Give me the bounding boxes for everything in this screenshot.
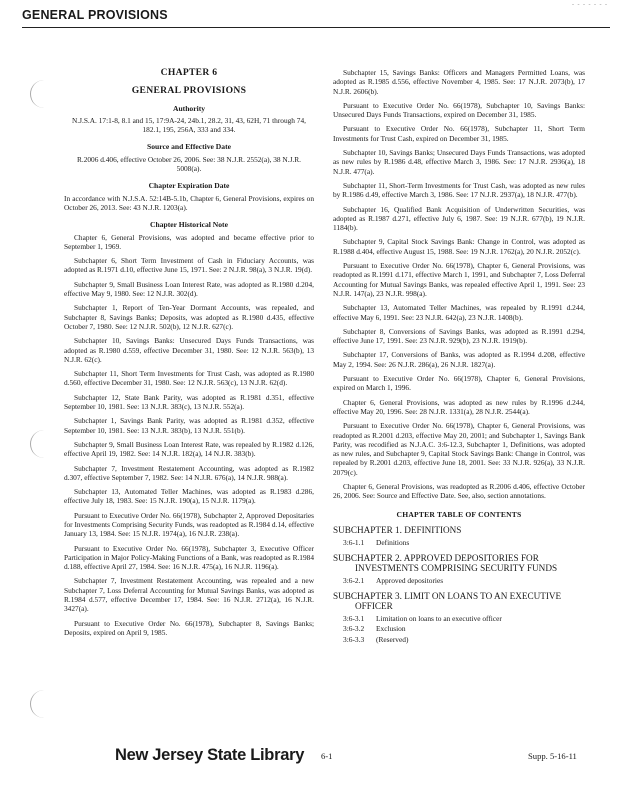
source-heading: Source and Effective Date	[146, 142, 231, 152]
history-note-paragraph: Subchapter 8, Conversions of Savings Banks, was adopted as R.1991 d.294, effective June 17, 1991. See: 23 N.J.R. 929(b), 23 N.J.R. 1919(b).	[333, 326, 585, 346]
toc-subchapter-title: SUBCHAPTER 2. APPROVED DEPOSITORIES FOR	[333, 553, 539, 564]
history-note-paragraph: Chapter 6, General Provisions, was adopted and became effective prior to September 1, 1969.	[64, 232, 314, 251]
history-note-paragraph: Pursuant to Executive Order No. 66(1978), Subchapter 11, Short Term Investments for Trust Cash, expired on December 31, 1985.	[333, 124, 585, 143]
history-note-paragraph: Subchapter 12, State Bank Parity, was adopted as R.1981 d.351, effective September 10, 1981. See: 13 N.J.R. 383(c), 13 N.J.R. 552(a).	[64, 392, 314, 412]
toc-section-number: 3:6-2.1	[343, 576, 365, 586]
toc-subchapter-title: SUBCHAPTER 1. DEFINITIONS	[333, 524, 462, 535]
history-note-paragraph: Subchapter 10, Savings Banks: Unsecured Days Funds Transactions, was adopted as R.1980 d.559, effective December 31, 1980. See: 12 N.J.R. 563(b), 13 N.J.R. 62(c).	[64, 336, 314, 364]
toc-section-row[interactable]	[343, 576, 585, 585]
history-note-paragraph: Subchapter 13, Automated Teller Machines, was repealed by R.1991 d.244, effective May 6, 1991. See: 23 N.J.R. 642(a), 23 N.J.R. 1408(b).	[333, 303, 585, 322]
history-note-paragraph: Pursuant to Executive Order No. 66(1978), Chapter 6, General Provisions, was readopted as R.2001 d.203, effective May 20, 2001; and Subchapter 1, Savings Bank Parity, was recodified as N.J.A.C. 3:6-12.3, Subchapter 1, Definitions, was adopted as new rules, and Subchapter 9, Capital Stock Savings Bank: Change in Control, was repealed by R.2001 d.203, effective June 18, 2001. See: 33 N.J.R. 926(a), 33 N.J.R. 2079(c).	[333, 421, 585, 477]
source-text: R.2006 d.406, effective October 26, 2006. See: 38 N.J.R. 2552(a), 38 N.J.R. 5008(a).	[76, 154, 302, 174]
left-column	[64, 64, 314, 642]
history-note-paragraph: Subchapter 17, Conversions of Banks, was adopted as R.1994 d.208, effective May 2, 1994. See: 26 N.J.R. 286(a), 26 N.J.R. 1827(a).	[333, 350, 585, 369]
toc-section-title: Definitions	[376, 537, 410, 547]
history-note-paragraph: Chapter 6, General Provisions, was readopted as R.2006 d.406, effective October 26, 2006. See: Source and Effective Date. See, also, section annotations.	[333, 481, 585, 501]
toc-section-title: Approved depositories	[376, 576, 444, 586]
toc-subchapter-title-cont: INVESTMENTS COMPRISING SECURITY FUNDS	[355, 563, 558, 574]
toc-section-row[interactable]	[343, 635, 585, 644]
history-note-paragraph: Pursuant to Executive Order No. 66(1978), Subchapter 2, Approved Depositaries for Investments Comprising Security Funds, was readopted as R.1984 d.14, effective January 13, 1984. See: 15 N.J.R. 1974(a), 16 N.J.R. 238(a).	[64, 510, 314, 539]
punch-hole-mark	[30, 430, 47, 458]
library-watermark: New Jersey State Library	[115, 746, 305, 764]
history-note-paragraph: Subchapter 15, Savings Banks: Officers and Managers Permitted Loans, was adopted as R.1985 d.556, effective November 4, 1985. See: 17 N.J.R. 2073(b), 17 N.J.R. 2606(b).	[333, 68, 585, 96]
history-note-paragraph: Subchapter 10, Savings Banks; Unsecured Days Funds Transactions, was adopted as new rules by R.1986 d.48, effective March 3, 1986. See: 17 N.J.R. 2936(a), 18 N.J.R. 477(a).	[333, 148, 585, 176]
table-of-contents	[333, 525, 585, 644]
punch-hole-mark	[30, 690, 47, 718]
history-note-paragraph: Subchapter 11, Short-Term Investments for Trust Cash, was adopted as new rules by R.1986 d.49, effective March 3, 1986. See: 17 N.J.R. 2937(a), 18 N.J.R. 477(b).	[333, 180, 585, 200]
running-header: GENERAL PROVISIONS	[22, 8, 168, 22]
toc-section-number: 3:6-3.1	[343, 614, 365, 624]
toc-section-number: 3:6-3.3	[343, 634, 365, 644]
history-note-paragraph: Pursuant to Executive Order No. 66(1978), Subchapter 10, Savings Banks: Unsecured Days Funds Transactions, expired on December 31, 1985.	[333, 100, 585, 120]
chapter-number: CHAPTER 6	[160, 67, 218, 78]
history-note-paragraph: Subchapter 9, Small Business Loan Interest Rate, was repealed by R.1982 d.126, effective April 19, 1982. See: 14 N.J.R. 182(a), 14 N.J.R. 383(b).	[64, 439, 314, 459]
history-note-paragraph: Subchapter 13, Automated Teller Machines, was adopted as R.1983 d.286, effective July 18, 1983. See: 15 N.J.R. 190(a), 15 N.J.R. 1179(a).	[64, 487, 314, 506]
history-note-paragraph: Subchapter 1, Report of Ten-Year Dormant Accounts, was repealed, and Subchapter 8, Savings Banks; Deposits, was adopted as R.1980 d.435, effective October 7, 1980. See: 12 N.J.R. 502(b), 12 N.J.R. 627(c).	[64, 303, 314, 331]
history-note-paragraph: Subchapter 7, Investment Restatement Accounting, was adopted as R.1982 d.307, effective September 7, 1982. See: 14 N.J.R. 676(a), 14 N.J.R. 988(a).	[64, 463, 314, 482]
history-note-paragraph: Subchapter 6, Short Term Investment of Cash in Fiduciary Accounts, was adopted as R.1971 d.10, effective June 15, 1971. See: 2 N.J.R. 98(a), 3 N.J.R. 19(d).	[64, 256, 314, 275]
toc-section-number: 3:6-1.1	[343, 537, 365, 547]
toc-section-row[interactable]	[343, 538, 585, 547]
scan-corner-mark: - - - - - - -	[572, 2, 608, 8]
toc-subchapter-heading	[333, 525, 585, 535]
history-note-paragraph: Pursuant to Executive Order No. 66(1978), Subchapter 3, Executive Officer Participation in Major Policy-Making Functions of a Bank, was readopted as R.1984 d.188, effective April 27, 1984. See: 16 N.J.R. 475(a), 16 N.J.R. 1196(a).	[64, 543, 314, 572]
page-number: 6-1	[321, 751, 333, 761]
history-note-paragraph: Pursuant to Executive Order No. 66(1978), Subchapter 8, Savings Banks; Deposits, expired on April 9, 1985.	[64, 618, 314, 637]
history-note-paragraph: Subchapter 9, Capital Stock Savings Bank: Change in Control, was adopted as R.1988 d.404, effective August 15, 1988. See: 19 N.J.R. 1762(a), 20 N.J.R. 2052(c).	[333, 237, 585, 256]
toc-subchapter-heading	[333, 553, 585, 573]
history-note-paragraph: Pursuant to Executive Order No. 66(1978), Chapter 6, General Provisions, expired on March 1, 1996.	[333, 374, 585, 393]
right-column	[333, 68, 585, 645]
authority-text: N.J.S.A. 17:1-8, 8.1 and 15, 17:9A-24, 24b.1, 28.2, 31, 43, 62H, 71 through 74, 182.1, 195, 256A, 333 and 334.	[72, 115, 306, 135]
toc-section-title: (Reserved)	[376, 634, 409, 644]
history-note-paragraph: Subchapter 1, Savings Bank Parity, was adopted as R.1981 d.352, effective September 10, 1981. See: 13 N.J.R. 383(b), 13 N.J.R. 551(b).	[64, 416, 314, 435]
history-notes-right	[333, 68, 585, 501]
toc-section-title: Exclusion	[376, 624, 406, 634]
header-rule	[22, 27, 610, 28]
expiration-text: In accordance with N.J.S.A. 52:14B-5.1b, Chapter 6, General Provisions, expires on October 26, 2013. See: 43 N.J.R. 1203(a).	[64, 193, 314, 212]
toc-subchapter-title-cont: OFFICER	[355, 601, 393, 612]
expiration-heading: Chapter Expiration Date	[148, 181, 230, 191]
toc-section-number: 3:6-3.2	[343, 624, 365, 634]
history-note-paragraph: Subchapter 16, Qualified Bank Acquisition of Underwritten Securities, was adopted as R.1987 d.271, effective July 6, 1987. See: 19 N.J.R. 677(b), 19 N.J.R. 1184(b).	[333, 204, 585, 233]
toc-subchapter-title: SUBCHAPTER 3. LIMIT ON LOANS TO AN EXECUTIVE	[333, 591, 562, 602]
chapter-title: GENERAL PROVISIONS	[131, 85, 247, 97]
toc-title: CHAPTER TABLE OF CONTENTS	[396, 509, 522, 519]
toc-subchapter-heading	[333, 591, 585, 611]
history-note-paragraph: Chapter 6, General Provisions, was adopted as new rules by R.1996 d.244, effective May 20, 1996. See: 28 N.J.R. 1331(a), 28 N.J.R. 2544(a).	[333, 397, 585, 416]
history-note-paragraph: Pursuant to Executive Order No. 66(1978), Chapter 6, General Provisions, was readopted as R.1991 d.171, effective March 1, 1991, and Subchapter 7, Loss Deferral Accounting for Mutual Savings Banks, was repealed effective April 1, 1991. See: 23 N.J.R. 147(a), 23 N.J.R. 998(a).	[333, 261, 585, 298]
history-note-paragraph: Subchapter 9, Small Business Loan Interest Rate, was adopted as R.1980 d.204, effective May 9, 1980. See: 12 N.J.R. 302(d).	[64, 279, 314, 299]
toc-section-title: Limitation on loans to an executive officer	[376, 614, 502, 624]
authority-heading: Authority	[172, 103, 206, 113]
history-note-paragraph: Subchapter 7, Investment Restatement Accounting, was repealed and a new Subchapter 7, Loss Deferral Accounting for Mutual Savings Banks, was adopted as R.1984 d.577, effective December 17, 1984. See: 16 N.J.R. 2712(a), 16 N.J.R. 3427(a).	[64, 576, 314, 614]
history-notes-left	[64, 233, 314, 638]
toc-section-row[interactable]	[343, 624, 585, 633]
history-note-paragraph: Subchapter 11, Short Term Investments for Trust Cash, was adopted as R.1980 d.560, effective December 31, 1980. See: 12 N.J.R. 563(c), 13 N.J.R. 62(d).	[64, 369, 314, 388]
supplement-date: Supp. 5-16-11	[528, 751, 577, 761]
punch-hole-mark	[30, 80, 47, 108]
toc-section-row[interactable]	[343, 614, 585, 623]
history-heading: Chapter Historical Note	[150, 220, 228, 230]
